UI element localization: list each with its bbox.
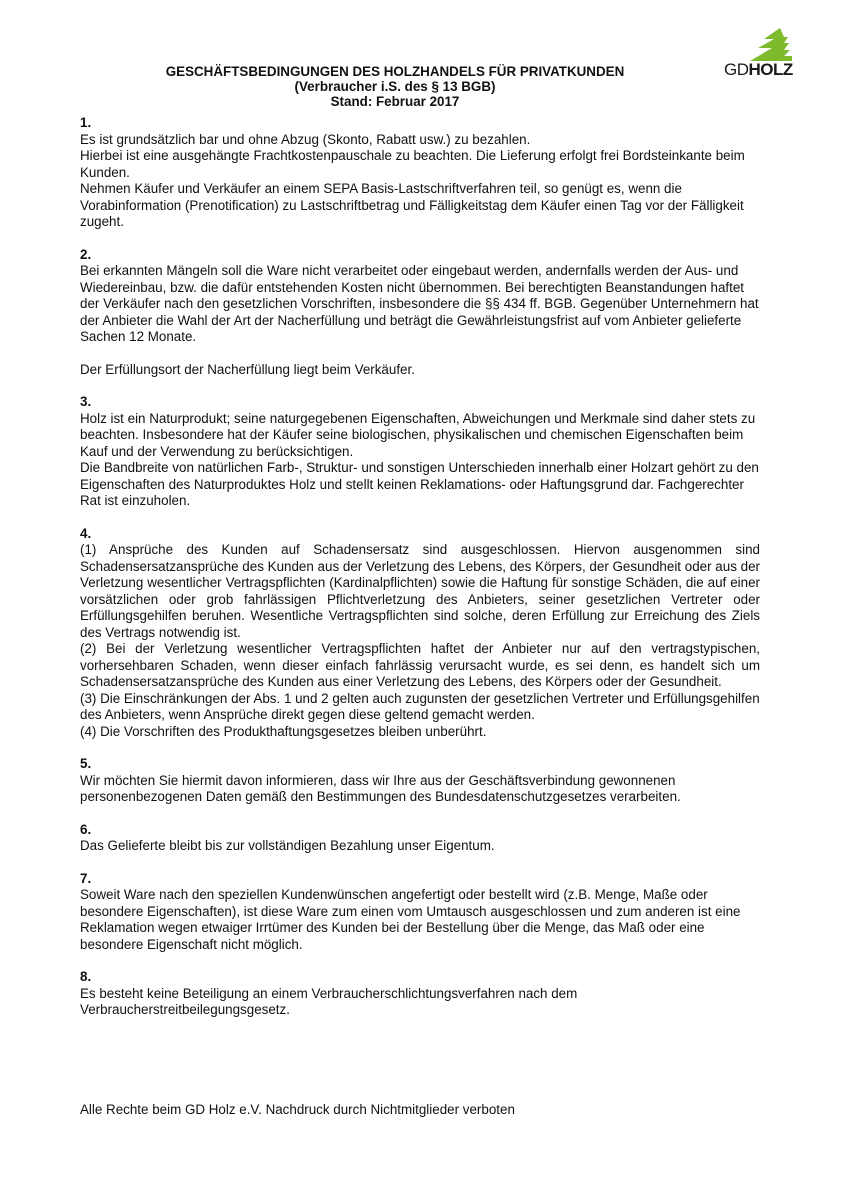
section-number: 5.: [80, 756, 92, 771]
section-paragraph: Hierbei ist eine ausgehängte Frachtkostenpauschale zu beachten. Die Lieferung erfolgt frei Bordsteinkante beim Kunden.: [80, 148, 745, 180]
section-paragraph: Nehmen Käufer und Verkäufer an einem SEPA Basis-Lastschriftverfahren teil, so genügt es, wenn die Vorabinformation (Prenotification) zu Lastschriftbetrag und Fälligkeitstag dem Käufer einen Tag vor der Fälligkeit zugeht.: [80, 181, 744, 229]
document-title: GESCHÄFTSBEDINGUNGEN DES HOLZHANDELS FÜR PRIVATKUNDEN: [165, 64, 625, 79]
section-5: [80, 756, 760, 806]
section-3: [80, 394, 760, 510]
section-number: 3.: [80, 394, 92, 409]
document-header: [60, 64, 730, 109]
section-paragraph: Das Gelieferte bleibt bis zur vollständigen Bezahlung unser Eigentum.: [80, 838, 495, 853]
section-paragraph: Es besteht keine Beteiligung an einem Verbraucherschlichtungsverfahren nach dem Verbraucherstreitbeilegungsgesetz.: [80, 985, 578, 1017]
section-paragraph: (1) Ansprüche des Kunden auf Schadensersatz sind ausgeschlossen. Hiervon ausgenommen sind Schadensersatzansprüche des Kunden aus der Verletzung des Lebens, des Körpers, der Gesundheit oder aus der Verletzung wesentlicher Vertragspflichten (Kardinalpflichten) sowie die Haftung für sonstige Schäden, die auf einer vorsätzlichen oder grob fahrlässigen Pflichtverletzung des Anbieters, seiner gesetzlichen Vertreter oder Erfüllungsgehilfen beruhen. Wesentliche Vertragspflichten sind solche, deren Erfüllung zur Erreichung des Ziels des Vertrags notwendig ist.: [80, 542, 760, 640]
section-1: [80, 115, 760, 231]
section-number: 6.: [80, 821, 92, 837]
section-paragraph: Der Erfüllungsort der Nacherfüllung liegt beim Verkäufer.: [80, 361, 415, 377]
section-paragraph: Es ist grundsätzlich bar und ohne Abzug (Skonto, Rabatt usw.) zu bezahlen.: [80, 131, 531, 147]
tree-icon: [744, 28, 792, 62]
section-8: [80, 969, 760, 1019]
section-6: [80, 822, 760, 855]
section-paragraph: Bei erkannten Mängeln soll die Ware nicht verarbeitet oder eingebaut werden, andernfalls werden der Aus- und Wiedereinbau, bzw. die dafür entstehenden Kosten nicht übernommen. Bei berechtigten Beanstandungen haftet der Verkäufer nach den gesetzlichen Vorschriften, insbesondere die §§ 434 ff. BGB. Gegenüber Unternehmern hat der Anbieter die Wahl der Art der Nacherfüllung und beträgt die Gewährleistungsfrist auf vom Anbieter gelieferte Sachen 12 Monate.: [80, 263, 759, 344]
section-paragraph: (3) Die Einschränkungen der Abs. 1 und 2 gelten auch zugunsten der gesetzlichen Vertreter und Erfüllungsgehilfen des Anbieters, wenn Ansprüche direkt gegen diese geltend gemacht werden.: [80, 690, 760, 722]
section-paragraph: Soweit Ware nach den speziellen Kundenwünschen angefertigt oder bestellt wird (z.B. Menge, Maße oder besondere Eigenschaften), ist diese Ware zum einen vom Umtausch ausgeschlossen und zum anderen ist eine Reklamation wegen etwaiger Irrtümer des Kunden bei der Bestellung über die Menge, das Maß oder eine besondere Eigenschaft nicht möglich.: [80, 887, 741, 952]
section-number: 1.: [80, 115, 92, 130]
section-number: 2.: [80, 246, 92, 262]
section-number: 7.: [80, 870, 92, 886]
copyright-footer: Alle Rechte beim GD Holz e.V. Nachdruck durch Nichtmitglieder verboten: [80, 1102, 515, 1117]
section-7: [80, 871, 760, 954]
section-paragraph: Holz ist ein Naturprodukt; seine naturgegebenen Eigenschaften, Abweichungen und Merkmale sind daher stets zu beachten. Insbesondere hat der Käufer seine biologischen, physikalischen und chemischen Eigenschaften beim Kauf und der Verwendung zu berücksichtigen.: [80, 410, 756, 459]
document-subtitle: (Verbraucher i.S. des § 13 BGB): [294, 79, 496, 94]
section-2: [80, 247, 760, 379]
terms-body: [80, 115, 760, 1035]
section-paragraph: (2) Bei der Verletzung wesentlicher Vertragspflichten haftet der Anbieter nur auf den vertragstypischen, vorhersehbaren Schaden, wenn dieser einfach fahrlässig verursacht wurde, es sei denn, es handelt sich um Schadensersatzansprüche des Kunden aus einer Verletzung des Lebens, des Körpers oder der Gesundheit.: [80, 641, 760, 689]
logo-text: [724, 60, 793, 80]
section-paragraph: (4) Die Vorschriften des Produkthaftungsgesetzes bleiben unberührt.: [80, 723, 487, 739]
section-paragraph: Die Bandbreite von natürlichen Farb-, Struktur- und sonstigen Unterschieden innerhalb einer Holzart gehört zu den Eigenschaften des Naturproduktes Holz und stellt keinen Reklamations- oder Haftungsgrund dar. Fachgerechter Rat ist einzuholen.: [80, 460, 759, 508]
logo-prefix: GD: [724, 60, 749, 79]
section-number: 8.: [80, 969, 92, 984]
section-4: [80, 526, 760, 741]
section-number: 4.: [80, 525, 92, 541]
gd-holz-logo: [722, 28, 800, 78]
logo-name: HOLZ: [748, 60, 793, 79]
document-date: Stand: Februar 2017: [330, 94, 460, 109]
section-paragraph: Wir möchten Sie hiermit davon informieren, dass wir Ihre aus der Geschäftsverbindung gewonnenen personenbezogenen Daten gemäß den Bestimmungen des Bundesdatenschutzgesetzes verarbeiten.: [80, 772, 681, 804]
